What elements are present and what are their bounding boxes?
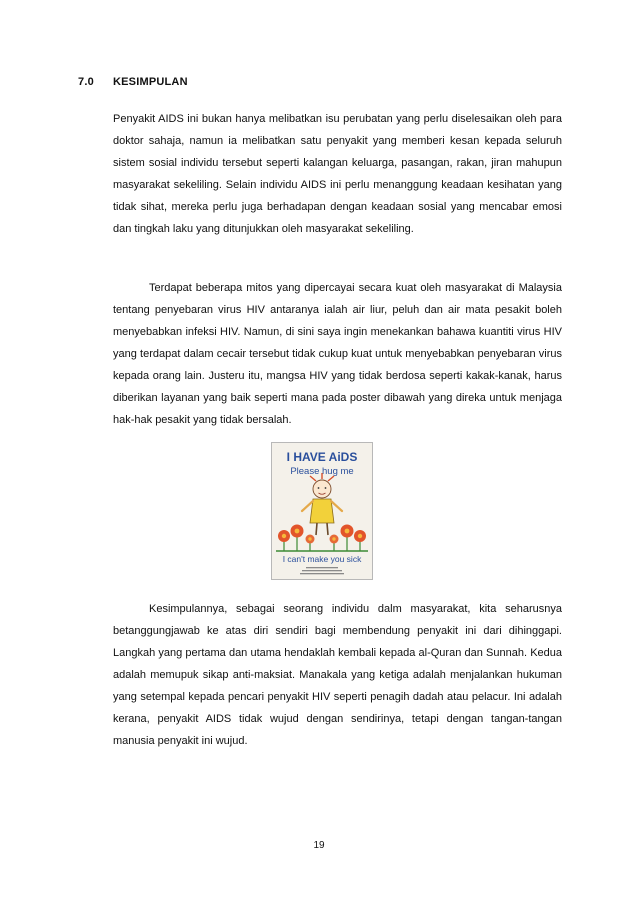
aids-poster — [271, 442, 373, 580]
poster-subline: Please hug me — [290, 466, 354, 477]
poster-footer: I can't make you sick — [282, 554, 362, 564]
poster-fine-print-icon — [300, 567, 344, 574]
paragraph-conclusion: Kesimpulannya, sebagai seorang individu dalm masyarakat, kita seharusnya betanggungjawab ke atas diri sendiri bagi membendung penyakit ini dari dihinggapi. Langkah yang pertama dan utama hendaklah kembali kepada al-Quran dan Sunnah. Kedua adalah memupuk sikap anti-maksiat. Manakala yang ketiga adalah menjalankan hukuman yang setempal kepada pencari penyakit HIV seperti penagih dadah atau pelacur. Ini adalah kerana, penyakit AIDS tidak wujud dengan sendirinya, tetapi dengan tangan-tangan manusia penyakit ini wujud. — [113, 603, 562, 747]
paragraph-myths: Terdapat beberapa mitos yang dipercayai secara kuat oleh masyarakat di Malaysia tentang penyebaran virus HIV antaranya ialah air liur, peluh dan air mata pesakit boleh menyebabkan infeksi HIV. Namun, di sini saya ingin menekankan bahawa kuantiti virus HIV yang terdapat dalam cecair tersebut tidak cukup kuat untuk menyebabkan penyebaran virus kepada orang lain. Justeru itu, mangsa HIV yang tidak berdosa seperti kakak-kanak, harus diberikan layanan yang baik seperti mana pada poster dibawah yang direka untuk menjaga hak-hak pesakit yang tidak bersalah. — [113, 282, 562, 426]
section-title: KESIMPULAN — [113, 76, 188, 88]
page-number: 19 — [313, 840, 325, 851]
paragraph-intro: Penyakit AIDS ini bukan hanya melibatkan isu perubatan yang perlu diselesaikan oleh para doktor sahaja, namun ia melibatkan satu penyakit yang memberi kesan kepada seluruh sistem sosial individu tersebut seperti kalangan keluarga, pasangan, rakan, jiran mahupun masyarakat sekeliling. Selain individu AIDS ini perlu menanggung keadaan kesihatan yang tidak sihat, mereka perlu juga berhadapan dengan keadaan sosial yang mencabar emosi dan tingkah laku yang ditunjukkan oleh masyarakat sekeliling. — [113, 113, 562, 235]
aids-poster-illustration — [272, 443, 372, 579]
section-number: 7.0 — [78, 76, 94, 88]
poster-headline: I HAVE AiDS — [286, 450, 358, 464]
